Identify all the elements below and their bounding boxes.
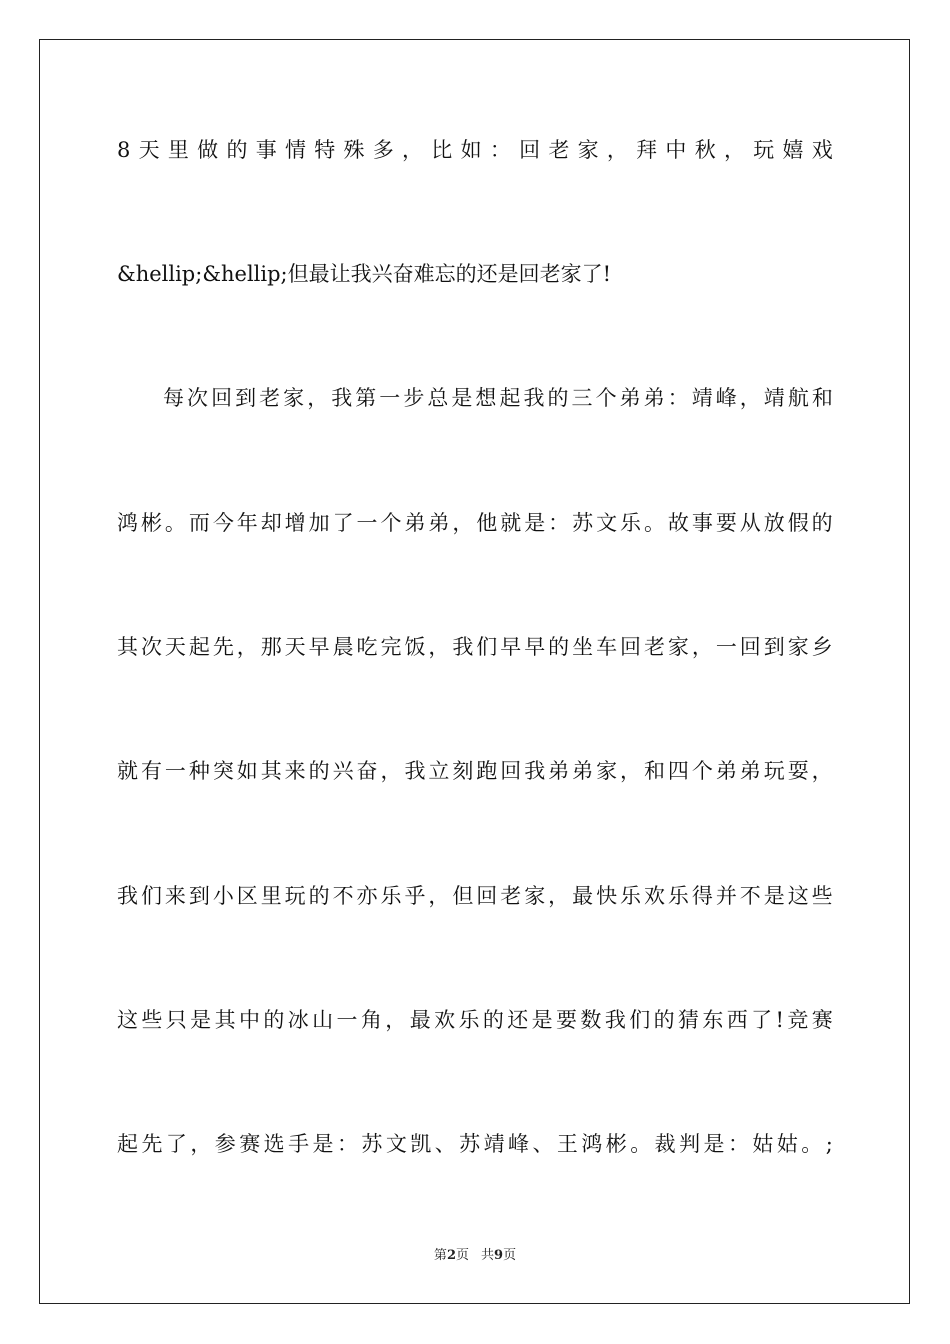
- char: 得: [691, 884, 713, 908]
- char: 中: [238, 1008, 260, 1032]
- char: 年: [236, 511, 258, 535]
- char: 参: [214, 1132, 236, 1156]
- char: 乐: [620, 884, 642, 908]
- char: 是: [451, 386, 473, 410]
- page-prefix: 第: [433, 1248, 447, 1263]
- char: 如: [236, 759, 258, 783]
- char: 一: [164, 759, 186, 783]
- char: 特: [314, 138, 336, 162]
- char: 回: [739, 635, 761, 659]
- char: 比: [431, 138, 453, 162]
- char: ：: [336, 1132, 358, 1156]
- char: 早: [524, 635, 546, 659]
- char: 裁: [654, 1132, 676, 1156]
- char: ，: [606, 138, 628, 162]
- char: 了: [332, 511, 354, 535]
- char: 家: [283, 386, 305, 410]
- char: 到: [763, 635, 785, 659]
- char: 到: [235, 386, 257, 410]
- text-line-6: [117, 756, 833, 786]
- char: 我: [524, 759, 546, 783]
- char: 最: [572, 884, 594, 908]
- char: 一: [356, 511, 378, 535]
- char: ：: [667, 386, 689, 410]
- char: 加: [308, 511, 330, 535]
- char: 是: [763, 884, 785, 908]
- char: ，: [428, 884, 450, 908]
- char: 、: [532, 1132, 554, 1156]
- char: 和: [643, 759, 665, 783]
- char: 这: [787, 884, 809, 908]
- char: 。: [164, 511, 186, 535]
- char: 判: [679, 1132, 701, 1156]
- char: 车: [596, 635, 618, 659]
- char: 些: [141, 1008, 163, 1032]
- char: 种: [188, 759, 210, 783]
- char: ：: [727, 1132, 749, 1156]
- char: 我: [117, 884, 138, 908]
- char: 事: [691, 511, 713, 535]
- char: 弟: [619, 386, 641, 410]
- char: 起: [499, 386, 521, 410]
- total-suffix: 页: [503, 1248, 517, 1263]
- char: 王: [556, 1132, 578, 1156]
- char: 殊: [343, 138, 365, 162]
- char: ;: [825, 1132, 833, 1156]
- char: 数: [580, 1008, 602, 1032]
- char: 事: [255, 138, 277, 162]
- char: 凯: [410, 1132, 432, 1156]
- char: 赛: [239, 1132, 261, 1156]
- char: 苏: [361, 1132, 383, 1156]
- char: 回: [620, 635, 642, 659]
- char: 弟: [548, 759, 570, 783]
- char: 故: [667, 511, 689, 535]
- char: 来: [284, 759, 306, 783]
- char: 玩: [753, 138, 775, 162]
- char: 不: [739, 884, 761, 908]
- char: 只: [165, 1008, 187, 1032]
- char: 山: [312, 1008, 334, 1032]
- char: 刻: [452, 759, 474, 783]
- char: 早: [500, 635, 522, 659]
- char: 竞: [787, 1008, 809, 1032]
- char: 苏: [572, 511, 594, 535]
- char: 老: [500, 884, 522, 908]
- char: 到: [188, 884, 210, 908]
- char: 跑: [476, 759, 498, 783]
- char: 玩: [284, 884, 306, 908]
- char: 的: [226, 138, 248, 162]
- char: 是: [312, 1132, 334, 1156]
- char: 乎: [404, 884, 426, 908]
- char: 有: [140, 759, 162, 783]
- char: 晨: [332, 635, 354, 659]
- text-line-9: [117, 1129, 833, 1159]
- char: 家: [667, 635, 689, 659]
- char: ，: [428, 635, 450, 659]
- char: 赛: [811, 1008, 833, 1032]
- char: 。: [801, 1132, 823, 1156]
- char: ，: [385, 1008, 407, 1032]
- page-suffix: 页: [455, 1248, 469, 1263]
- char: 回: [211, 386, 233, 410]
- page-current: 2: [446, 1248, 456, 1263]
- char: 手: [288, 1132, 310, 1156]
- char: 欢: [643, 884, 665, 908]
- char: 快: [596, 884, 618, 908]
- char: 乡: [811, 635, 833, 659]
- char: 文: [596, 511, 618, 535]
- char: 次: [140, 635, 162, 659]
- char: 西: [726, 1008, 748, 1032]
- char: 起: [188, 635, 210, 659]
- char: 而: [188, 511, 210, 535]
- char: 每: [163, 386, 184, 410]
- char: 个: [380, 511, 402, 535]
- char: 弟: [428, 511, 450, 535]
- char: 东: [702, 1008, 724, 1032]
- char: 却: [260, 511, 282, 535]
- text-line-3: [117, 383, 833, 413]
- char: 要: [715, 511, 737, 535]
- char: 冰: [287, 1008, 309, 1032]
- char: ，: [452, 511, 474, 535]
- char: 一: [715, 635, 737, 659]
- char: 要: [556, 1008, 578, 1032]
- char: 乐: [380, 884, 402, 908]
- char: 些: [811, 884, 833, 908]
- char: 小: [212, 884, 234, 908]
- char: 彬: [605, 1132, 627, 1156]
- char: 弟: [572, 759, 594, 783]
- char: 家: [596, 759, 618, 783]
- char: 的: [653, 1008, 675, 1032]
- char: 弟: [404, 511, 426, 535]
- char: 。: [630, 1132, 652, 1156]
- char: ，: [402, 138, 424, 162]
- char: 其: [214, 1008, 236, 1032]
- char: ，: [691, 635, 713, 659]
- char: 立: [428, 759, 450, 783]
- char: 选: [263, 1132, 285, 1156]
- page-total: 9: [494, 1248, 504, 1263]
- char: 的: [308, 884, 330, 908]
- char: 就: [117, 759, 138, 783]
- char: 个: [691, 759, 713, 783]
- char: 里: [260, 884, 282, 908]
- char: 的: [308, 759, 330, 783]
- char: 中: [665, 138, 687, 162]
- char: 天: [284, 635, 306, 659]
- char: 其: [117, 635, 138, 659]
- char: ：: [548, 511, 570, 535]
- char: 们: [476, 635, 498, 659]
- char: 靖: [763, 386, 785, 410]
- char: 他: [476, 511, 498, 535]
- char: ：: [489, 138, 511, 162]
- char: 彬: [140, 511, 162, 535]
- char: 拜: [636, 138, 658, 162]
- char: ，: [307, 386, 329, 410]
- char: 和: [811, 386, 833, 410]
- char: 的: [548, 635, 570, 659]
- char: 。: [643, 511, 665, 535]
- text-line-8: [117, 1005, 833, 1035]
- char: 区: [236, 884, 258, 908]
- char: 峰: [715, 386, 737, 410]
- char: 饭: [404, 635, 426, 659]
- char: 最: [409, 1008, 431, 1032]
- total-prefix: 共: [481, 1248, 495, 1263]
- char: 其: [260, 759, 282, 783]
- page-footer: [0, 1247, 950, 1265]
- char: 的: [482, 1008, 504, 1032]
- char: 玩: [763, 759, 785, 783]
- char: 鸿: [117, 511, 138, 535]
- char: 8: [117, 138, 131, 162]
- char: 如: [460, 138, 482, 162]
- char: 老: [548, 138, 570, 162]
- char: 三: [571, 386, 593, 410]
- char: 并: [715, 884, 737, 908]
- char: 不: [332, 884, 354, 908]
- char: 乐: [667, 884, 689, 908]
- char: 的: [263, 1008, 285, 1032]
- char: 天: [164, 635, 186, 659]
- char: 想: [475, 386, 497, 410]
- char: 今: [212, 511, 234, 535]
- char: 我: [523, 386, 545, 410]
- char: 回: [500, 759, 522, 783]
- char: ，: [739, 386, 761, 410]
- char: ，: [811, 759, 833, 783]
- char: 、: [434, 1132, 456, 1156]
- text-line-2: &hellip;&hellip;但最让我兴奋难忘的还是回老家了!: [117, 262, 612, 286]
- char: ，: [723, 138, 745, 162]
- char: 是: [190, 1008, 212, 1032]
- char: 航: [787, 386, 809, 410]
- char: 放: [763, 511, 785, 535]
- char: 个: [595, 386, 617, 410]
- char: 弟: [715, 759, 737, 783]
- char: 家: [787, 635, 809, 659]
- char: 还: [507, 1008, 529, 1032]
- char: 峰: [508, 1132, 529, 1156]
- char: 耍: [787, 759, 809, 783]
- char: 这: [117, 1008, 138, 1032]
- char: 们: [629, 1008, 651, 1032]
- char: 里: [167, 138, 189, 162]
- char: 弟: [643, 386, 665, 410]
- char: 四: [667, 759, 689, 783]
- char: 吃: [356, 635, 378, 659]
- char: 秋: [694, 138, 716, 162]
- char: 总: [427, 386, 449, 410]
- char: 就: [500, 511, 522, 535]
- char: 老: [259, 386, 281, 410]
- char: ，: [236, 635, 258, 659]
- char: 了: [165, 1132, 187, 1156]
- char: !: [775, 1008, 784, 1032]
- char: 先: [212, 635, 234, 659]
- char: 欢: [434, 1008, 456, 1032]
- char: 突: [212, 759, 234, 783]
- char: 亦: [356, 884, 378, 908]
- char: 回: [476, 884, 498, 908]
- char: 增: [284, 511, 306, 535]
- char: 家: [577, 138, 599, 162]
- char: 我: [452, 635, 474, 659]
- char: 早: [308, 635, 330, 659]
- text-line-7: [117, 881, 833, 911]
- char: ，: [380, 759, 402, 783]
- text-line-5: [117, 632, 833, 662]
- char: 从: [739, 511, 761, 535]
- char: ，: [190, 1132, 212, 1156]
- char: 戏: [811, 138, 833, 162]
- char: 了: [751, 1008, 773, 1032]
- char: 的: [811, 511, 833, 535]
- char: 次: [187, 386, 209, 410]
- char: 靖: [691, 386, 713, 410]
- char: 做: [197, 138, 219, 162]
- char: 嬉: [782, 138, 804, 162]
- char: ，: [620, 759, 642, 783]
- char: 先: [141, 1132, 163, 1156]
- char: 老: [643, 635, 665, 659]
- char: 那: [260, 635, 282, 659]
- char: 姑: [752, 1132, 774, 1156]
- char: 我: [404, 759, 426, 783]
- char: 回: [519, 138, 541, 162]
- char: 假: [787, 511, 809, 535]
- text-line-4: [117, 508, 833, 538]
- char: 天: [138, 138, 160, 162]
- char: 文: [385, 1132, 407, 1156]
- char: 角: [360, 1008, 382, 1032]
- char: 我: [331, 386, 353, 410]
- char: 苏: [459, 1132, 481, 1156]
- char: 家: [524, 884, 546, 908]
- char: 但: [452, 884, 474, 908]
- char: ，: [548, 884, 570, 908]
- page-border: [39, 39, 910, 1304]
- char: 第: [355, 386, 377, 410]
- char: 我: [604, 1008, 626, 1032]
- char: 乐: [620, 511, 642, 535]
- char: 来: [164, 884, 186, 908]
- char: 奋: [356, 759, 378, 783]
- char: 是: [703, 1132, 725, 1156]
- char: 完: [380, 635, 402, 659]
- char: 鸿: [581, 1132, 603, 1156]
- char: 靖: [483, 1132, 505, 1156]
- char: 们: [140, 884, 162, 908]
- char: 弟: [739, 759, 761, 783]
- char: 猜: [677, 1008, 699, 1032]
- char: 多: [372, 138, 394, 162]
- char: 情: [284, 138, 306, 162]
- char: 坐: [572, 635, 594, 659]
- char: 是: [524, 511, 546, 535]
- text-line-1: [117, 135, 833, 165]
- char: 兴: [332, 759, 354, 783]
- char: 姑: [776, 1132, 798, 1156]
- char: 一: [379, 386, 401, 410]
- char: 起: [117, 1132, 138, 1156]
- char: 是: [531, 1008, 553, 1032]
- char: 的: [547, 386, 569, 410]
- char: 乐: [458, 1008, 480, 1032]
- char: 步: [403, 386, 425, 410]
- char: 一: [336, 1008, 358, 1032]
